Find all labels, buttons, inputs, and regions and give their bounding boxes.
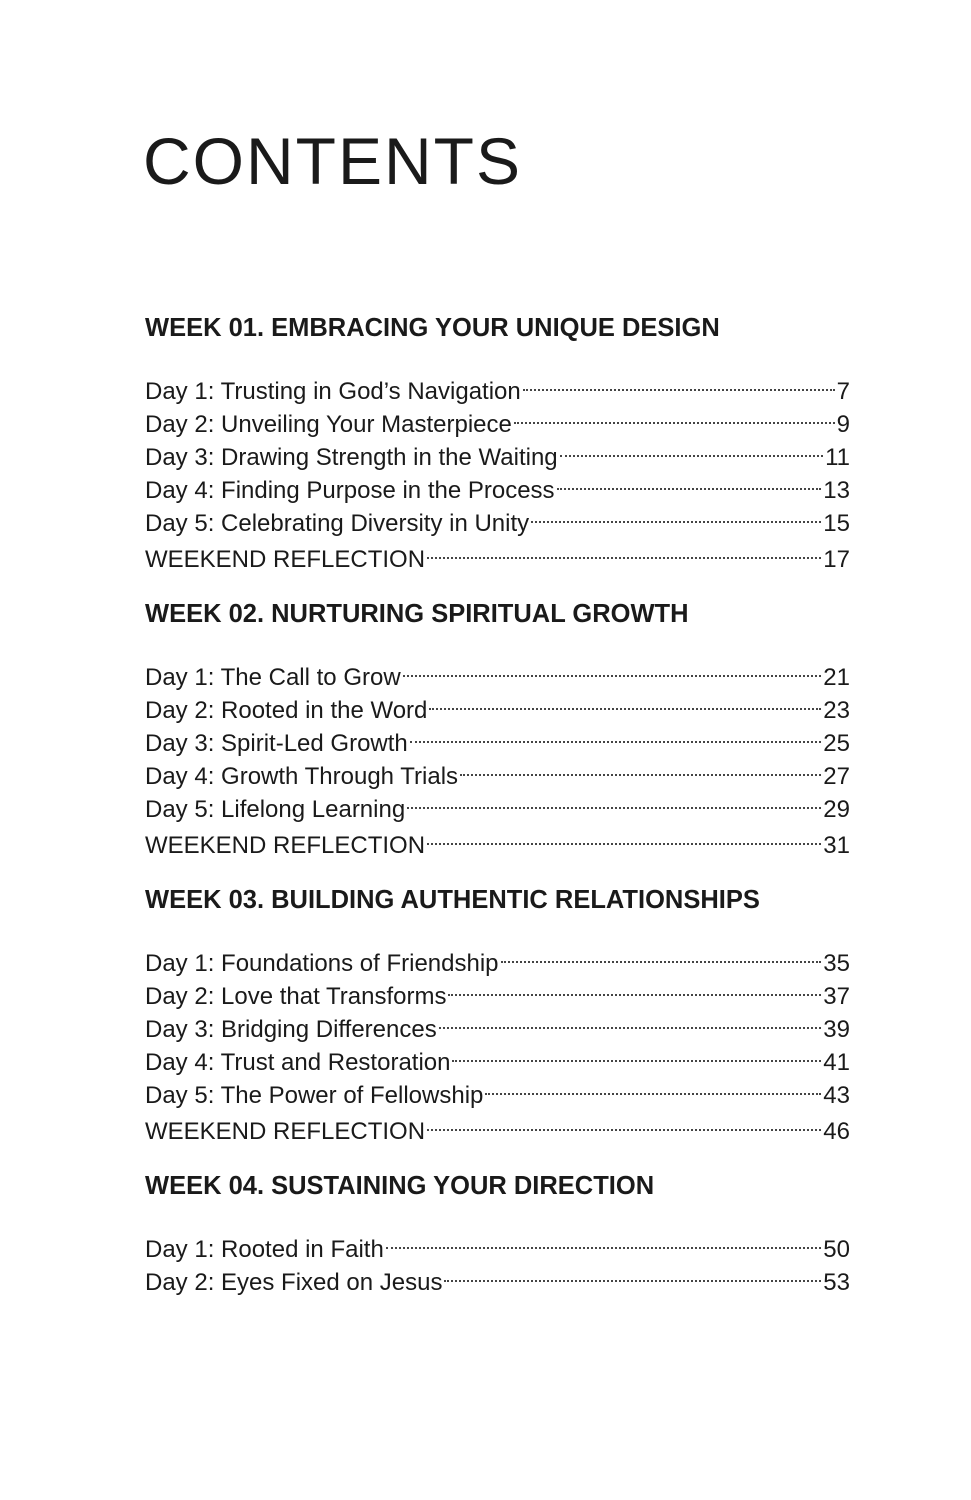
entry-label: Day 4: Finding Purpose in the Process [145, 477, 555, 504]
page-number: 15 [823, 510, 850, 537]
entry-label: Day 4: Trust and Restoration [145, 1049, 451, 1076]
page-number: 39 [823, 1016, 850, 1043]
entry-label: Day 2: Love that Transforms [145, 983, 447, 1010]
dot-leader [485, 1070, 821, 1103]
entry-label: Day 3: Bridging Differences [145, 1016, 437, 1043]
dot-leader [501, 938, 822, 971]
page-number: 13 [823, 477, 850, 504]
toc-entry[interactable] [145, 1224, 850, 1263]
page-title: CONTENTS [143, 124, 522, 198]
entry-list [145, 366, 850, 573]
page-number: 23 [823, 697, 850, 724]
week-section [145, 312, 850, 573]
page-number: 11 [825, 444, 850, 471]
entry-label: Day 2: Rooted in the Word [145, 697, 428, 724]
page-number: 46 [823, 1118, 850, 1145]
week-heading: WEEK 02. NURTURING SPIRITUAL GROWTH [145, 600, 689, 628]
week-section [145, 1170, 850, 1296]
dot-leader [427, 1106, 821, 1139]
page-number: 31 [823, 832, 850, 859]
dot-leader [523, 366, 835, 399]
page-number: 29 [823, 796, 850, 823]
dot-leader [448, 971, 821, 1004]
page-number: 35 [823, 950, 850, 977]
entry-label: WEEKEND REFLECTION [145, 1118, 426, 1145]
entry-list [145, 652, 850, 859]
toc-entry[interactable] [145, 652, 850, 691]
dot-leader [444, 1257, 821, 1290]
entry-label: WEEKEND REFLECTION [145, 832, 426, 859]
entry-label: Day 5: Celebrating Diversity in Unity [145, 510, 530, 537]
entry-list [145, 1224, 850, 1296]
week-heading: WEEK 04. SUSTAINING YOUR DIRECTION [145, 1172, 655, 1200]
entry-label: Day 1: Trusting in God’s Navigation [145, 378, 521, 405]
toc-entry[interactable] [145, 366, 850, 405]
dot-leader [560, 432, 823, 465]
entry-label: Day 5: Lifelong Learning [145, 796, 406, 823]
dot-leader [427, 820, 821, 853]
dot-leader [407, 784, 821, 817]
entry-label: Day 3: Spirit-Led Growth [145, 730, 408, 757]
page-number: 27 [823, 763, 850, 790]
page-number: 25 [823, 730, 850, 757]
dot-leader [427, 534, 821, 567]
dot-leader [514, 399, 835, 432]
dot-leader [410, 718, 822, 751]
page-number: 9 [836, 411, 850, 438]
week-heading: WEEK 01. EMBRACING YOUR UNIQUE DESIGN [145, 314, 720, 342]
page-number: 50 [823, 1236, 850, 1263]
page-number: 7 [836, 378, 850, 405]
page-number: 53 [823, 1269, 850, 1296]
dot-leader [386, 1224, 822, 1257]
entry-label: Day 2: Eyes Fixed on Jesus [145, 1269, 443, 1296]
entry-label: Day 1: Rooted in Faith [145, 1236, 384, 1263]
page-number: 37 [823, 983, 850, 1010]
entry-list [145, 938, 850, 1145]
page-number: 43 [823, 1082, 850, 1109]
week-section [145, 884, 850, 1145]
dot-leader [557, 465, 822, 498]
entry-label: Day 4: Growth Through Trials [145, 763, 459, 790]
dot-leader [403, 652, 822, 685]
dot-leader [429, 685, 821, 718]
entry-label: Day 2: Unveiling Your Masterpiece [145, 411, 512, 438]
week-section [145, 598, 850, 859]
dot-leader [452, 1037, 821, 1070]
week-heading: WEEK 03. BUILDING AUTHENTIC RELATIONSHIPS [145, 886, 760, 914]
toc-entry[interactable] [145, 938, 850, 977]
dot-leader [531, 498, 821, 531]
page-number: 17 [823, 546, 850, 573]
entry-label: Day 5: The Power of Fellowship [145, 1082, 484, 1109]
entry-label: Day 3: Drawing Strength in the Waiting [145, 444, 558, 471]
entry-label: Day 1: Foundations of Friendship [145, 950, 499, 977]
entry-label: WEEKEND REFLECTION [145, 546, 426, 573]
page-number: 21 [823, 664, 850, 691]
dot-leader [439, 1004, 822, 1037]
page-number: 41 [823, 1049, 850, 1076]
dot-leader [460, 751, 821, 784]
entry-label: Day 1: The Call to Grow [145, 664, 401, 691]
